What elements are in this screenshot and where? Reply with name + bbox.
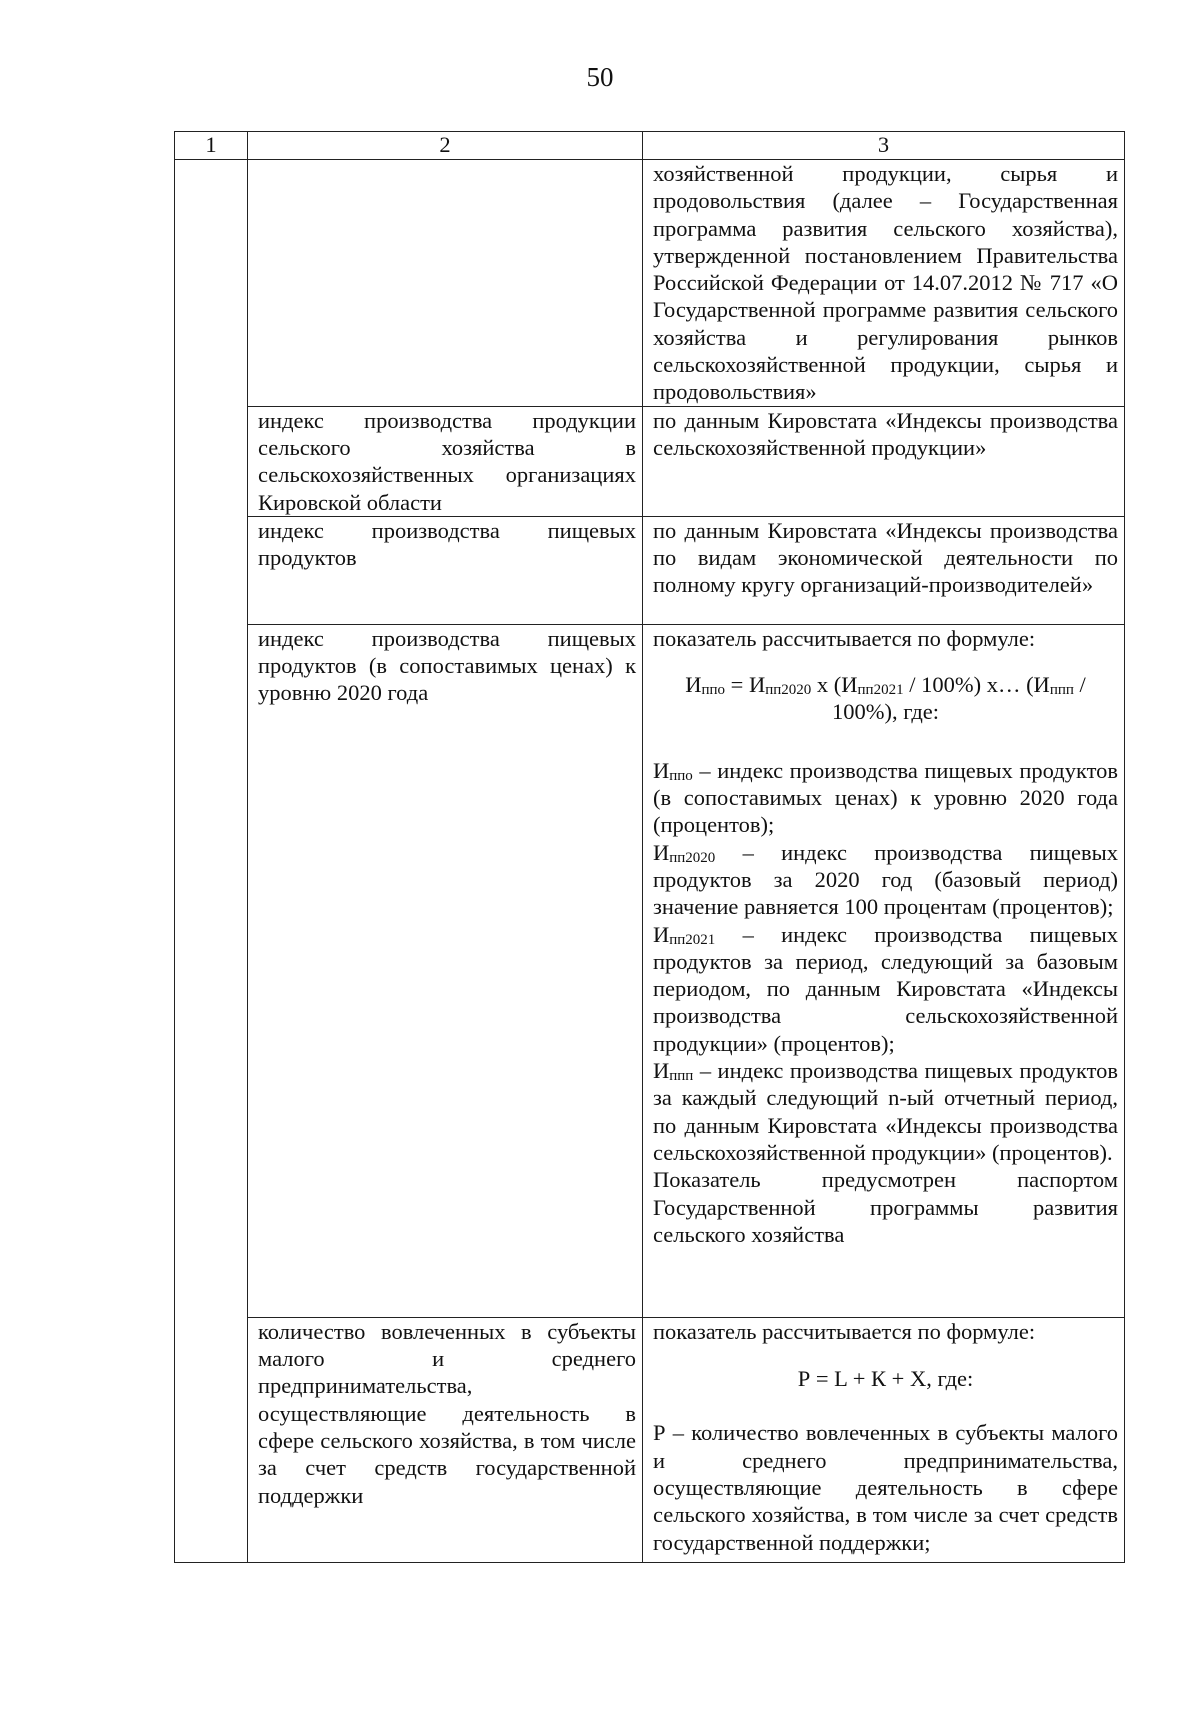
cell-col3 — [643, 624, 1125, 1317]
definition: $И_{пп2021}$ – индекс производства пищевых продуктов за период, следующий за базовым периодом, по данным Кировстата «Индексы производства сельскохозяйственной продукции» (процентов); — [653, 921, 1118, 1056]
definition: $И_{ппп}$ – индекс производства пищевых продуктов за каждый следующий n-ый отчетный период, по данным Кировстата «Индексы производства сельскохозяйственной продукции» (процентов). — [653, 1058, 1118, 1165]
column-header-1: 1 — [175, 132, 248, 160]
cell-col2: индекс производства продукции сельского хозяйства в сельскохозяйственных организациях Кировской области — [248, 406, 643, 516]
cell-col3 — [643, 1317, 1125, 1562]
definition: $И_{пп2020}$ – индекс производства пищевых продуктов за 2020 год (базовый период) значение равняется 100 процентам (процентов); — [653, 839, 1118, 920]
cell-col3: хозяйственной продукции, сырья и продовольствия (далее – Государственная программа развития сельского хозяйства), утвержденной постановлением Правительства Российской Федерации от 14.07.2012 № 717 «О Государственной программе развития сельского хозяйства и регулирования рынков сельскохозяйственной продукции, сырья и продовольствия» — [643, 160, 1125, 407]
formula-intro: показатель рассчитывается по формуле: — [653, 1318, 1036, 1344]
table-row — [175, 624, 1125, 1317]
formula: $И_{ппо} = И_{пп2020}$ х $(И_{пп2021} / 100\%)$ х… $(И_{ппп} / 100\%)$, где: — [685, 672, 1086, 725]
cell-col2: индекс производства пищевых продуктов (в сопоставимых ценах) к уровню 2020 года — [248, 624, 643, 1317]
table-row — [175, 516, 1125, 624]
cell-col2: индекс производства пищевых продуктов — [248, 516, 643, 624]
table-row — [175, 406, 1125, 516]
cell-col2: количество вовлеченных в субъекты малого и среднего предпринимательства, осуществляющие деятельность в сфере сельского хозяйства, в том числе за счет средств государственной поддержки — [248, 1317, 643, 1562]
definition: $И_{ппо}$ – индекс производства пищевых продуктов (в сопоставимых ценах) к уровню 2020 года (процентов); — [653, 757, 1118, 838]
table-row — [175, 1317, 1125, 1562]
cell-col1 — [175, 160, 248, 1563]
definition: Р – количество вовлеченных в субъекты малого и среднего предпринимательства, осуществляющие деятельность в сфере сельского хозяйства, в том числе за счет средств государственной поддержки; — [653, 1420, 1118, 1555]
table-row — [175, 160, 1125, 407]
formula-intro: показатель рассчитывается по формуле: — [653, 625, 1036, 651]
formula: Р = L + К + Х, где: — [797, 1366, 974, 1392]
cell-col3: по данным Кировстата «Индексы производства по видам экономической деятельности по полному кругу организаций-производителей» — [643, 516, 1125, 624]
column-header-3: 3 — [643, 132, 1125, 160]
page-number: 50 — [586, 62, 614, 92]
table-header-row — [175, 132, 1125, 160]
cell-col2 — [248, 160, 643, 407]
indicator-table — [174, 131, 1125, 1563]
note: Показатель предусмотрен паспортом Государственной программы развития сельского хозяйства — [653, 1167, 1118, 1247]
cell-col3: по данным Кировстата «Индексы производства сельскохозяйственной продукции» — [643, 406, 1125, 516]
column-header-2: 2 — [248, 132, 643, 160]
